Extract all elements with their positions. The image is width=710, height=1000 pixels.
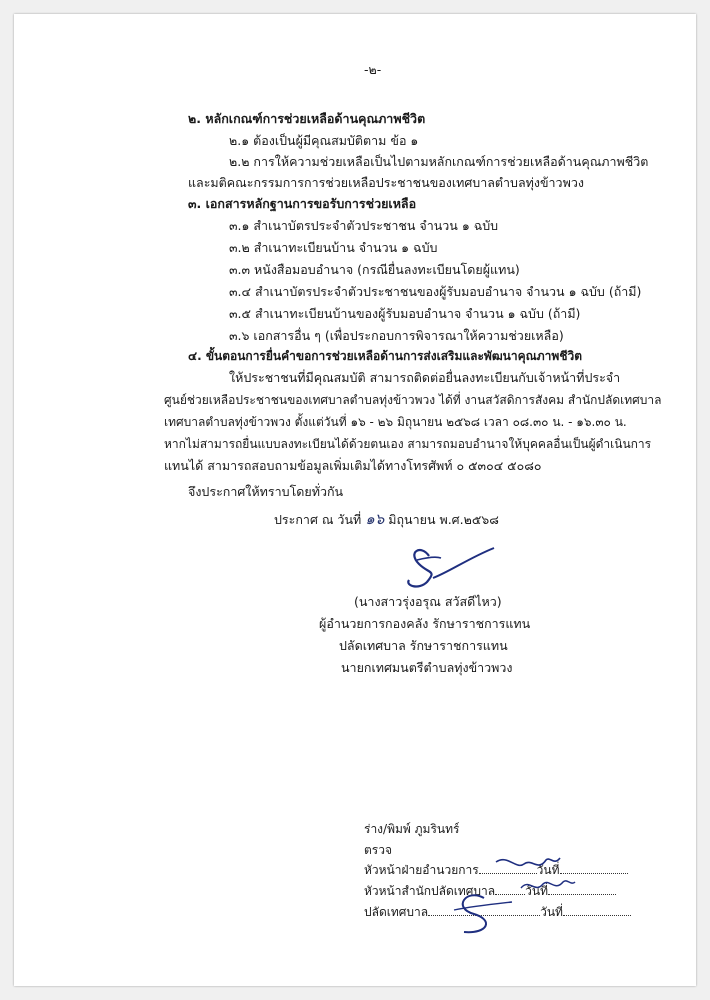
initial-signature <box>494 852 574 876</box>
routing-row-label: หัวหน้าฝ่ายอำนวยการ <box>364 863 479 877</box>
section-3-item: ๓.๕ สำเนาทะเบียนบ้านของผู้รับมอบอำนาจ จำนวน ๑ ฉบับ (ถ้ามี) <box>229 306 581 321</box>
section-4-line: แทนได้ สามารถสอบถามข้อมูลเพิ่มเติมได้ทางโทรศัพท์ ๐ ๕๓๐๔ ๕๐๘๐ <box>164 458 542 473</box>
routing-date-label: วันที่ <box>525 884 548 898</box>
section-2-2a: ๒.๒ การให้ความช่วยเหลือเป็นไปตามหลักเกณฑ์การช่วยเหลือด้านคุณภาพชีวิต <box>229 154 649 169</box>
date-day-handwritten: ๑๖ <box>365 510 385 528</box>
section-3-item: ๓.๑ สำเนาบัตรประจำตัวประชาชน จำนวน ๑ ฉบับ <box>229 218 499 233</box>
initial-signature <box>519 874 579 898</box>
section-2-title: ๒. หลักเกณฑ์การช่วยเหลือด้านคุณภาพชีวิต <box>188 111 426 126</box>
section-3-item: ๓.๖ เอกสารอื่น ๆ (เพื่อประกอบการพิจารณาให้ความช่วยเหลือ) <box>229 328 564 343</box>
date-line <box>274 511 499 528</box>
routing-date-label: วันที่ <box>536 863 560 877</box>
signer-name: (นางสาวรุ่งอรุณ สวัสดีไหว) <box>354 594 502 609</box>
section-3-item: ๓.๔ สำเนาบัตรประจำตัวประชาชนของผู้รับมอบอำนาจ จำนวน ๑ ฉบับ (ถ้ามี) <box>229 284 642 299</box>
typed-by: ร่าง/พิมพ์ ภูมรินทร์ <box>364 822 460 836</box>
signer-signature <box>399 534 509 594</box>
signer-position: นายกเทศมนตรีตำบลทุ่งข้าวพวง <box>341 660 513 675</box>
signer-position: ปลัดเทศบาล รักษาราชการแทน <box>339 638 508 653</box>
date-suffix: มิถุนายน พ.ศ.๒๕๖๘ <box>388 512 499 527</box>
signer-position: ผู้อำนวยการกองคลัง รักษาราชการแทน <box>319 616 531 631</box>
section-3-item: ๓.๓ หนังสือมอบอำนาจ (กรณียื่นลงทะเบียนโดยผู้แทน) <box>229 262 520 277</box>
large-signature <box>444 890 514 940</box>
section-4-line: ให้ประชาชนที่มีคุณสมบัติ สามารถติดต่อยื่นลงทะเบียนกับเจ้าหน้าที่ประจำ <box>229 370 621 385</box>
checked-label: ตรวจ <box>364 843 393 857</box>
section-4-title: ๔. ขั้นตอนการยื่นคำขอการช่วยเหลือด้านการส่งเสริมและพัฒนาคุณภาพชีวิต <box>188 349 582 363</box>
routing-date-label: วันที่ <box>540 905 563 919</box>
announce-text: จึงประกาศให้ทราบโดยทั่วกัน <box>188 484 344 499</box>
routing-row-label: หัวหน้าสำนักปลัดเทศบาล <box>364 884 496 898</box>
section-3-title: ๓. เอกสารหลักฐานการขอรับการช่วยเหลือ <box>188 196 417 211</box>
date-prefix: ประกาศ ณ วันที่ <box>274 512 362 527</box>
routing-row-label: ปลัดเทศบาล <box>364 905 429 919</box>
section-4-line: ศูนย์ช่วยเหลือประชาชนของเทศบาลตำบลทุ่งข้าวพวง ได้ที่ งานสวัสดิการสังคม สำนักปลัดเทศบาล <box>164 393 662 407</box>
section-4-line: เทศบาลตำบลทุ่งข้าวพวง ตั้งแต่วันที่ ๑๖ - ๒๖ มิถุนายน ๒๕๖๘ เวลา ๐๘.๓๐ น. - ๑๖.๓๐ น. <box>164 415 627 429</box>
section-4-line: หากไม่สามารถยื่นแบบลงทะเบียนได้ด้วยตนเอง สามารถมอบอำนาจให้บุคคลอื่นเป็นผู้ดำเนินการ <box>164 437 652 451</box>
section-2-2b: และมติคณะกรรมการการช่วยเหลือประชาชนของเทศบาลตำบลทุ่งข้าวพวง <box>188 175 584 190</box>
section-2-1: ๒.๑ ต้องเป็นผู้มีคุณสมบัติตาม ข้อ ๑ <box>229 133 419 148</box>
page-number: -๒- <box>364 62 382 77</box>
section-3-item: ๓.๒ สำเนาทะเบียนบ้าน จำนวน ๑ ฉบับ <box>229 240 438 255</box>
document-page <box>14 14 696 986</box>
